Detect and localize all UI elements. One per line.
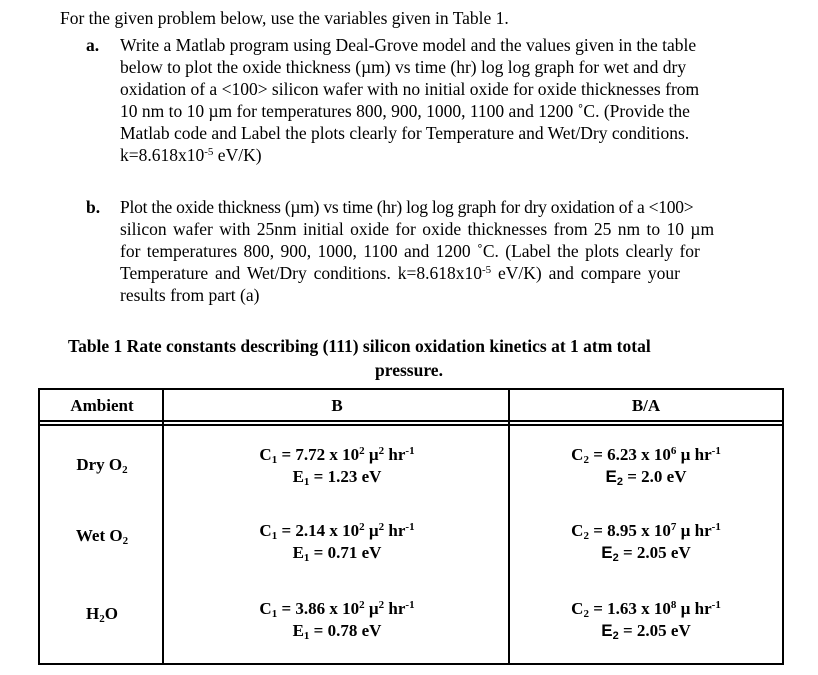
b-value: $C_1 = 2.14$ x $10^2$ µ$^2$ $hr^{-1}$ bbox=[259, 521, 415, 542]
part-b-line bbox=[120, 262, 786, 284]
header-divider bbox=[40, 424, 782, 426]
b-over-a-activation-energy: $E_2 = 2.05$ eV bbox=[601, 543, 691, 564]
b-value: $C_1 = 7.72$ x $10^2$ µ$^2$ $hr^{-1}$ bbox=[259, 445, 415, 466]
question-part-b bbox=[86, 196, 786, 306]
header-divider bbox=[40, 420, 782, 422]
intro-text: For the given problem below, use the variables given in Table 1. bbox=[60, 8, 509, 28]
ambient-cell: $H_2O$ bbox=[86, 604, 118, 625]
header-ambient: Ambient bbox=[70, 396, 134, 415]
part-b-line: silicon wafer with 25nm initial oxide for oxide thicknesses from 25 nm to 10 µm bbox=[120, 219, 715, 239]
rate-constants-table bbox=[38, 388, 784, 665]
ambient-cell: Dry $O_2$ bbox=[76, 455, 128, 476]
b-over-a-value: $C_2 = 1.63$ x $10^8$ µ $hr^{-1}$ bbox=[571, 599, 721, 620]
ambient-cell: Wet $O_2$ bbox=[75, 526, 129, 547]
header-b-over-a: B/A bbox=[631, 396, 661, 415]
part-a-line bbox=[120, 144, 786, 166]
part-b-body bbox=[120, 196, 786, 306]
part-a-letter: a. bbox=[86, 35, 100, 55]
part-a-line: Write a Matlab program using Deal-Grove model and the values given in the table bbox=[120, 35, 697, 55]
boltzmann-constant: k=8.618x10 bbox=[120, 145, 205, 165]
b-over-a-activation-energy: $E_2 = 2.0$ eV bbox=[605, 467, 687, 488]
exponent: -5 bbox=[481, 264, 492, 276]
b-over-a-value: $C_2 = 6.23$ x $10^6$ µ $hr^{-1}$ bbox=[571, 445, 721, 466]
part-a-line: Matlab code and Label the plots clearly for Temperature and Wet/Dry conditions. bbox=[120, 123, 690, 143]
b-activation-energy: $E_1 = 0.78$ eV bbox=[292, 621, 382, 642]
b-value: $C_1 = 3.86$ x $10^2$ µ$^2$ $hr^{-1}$ bbox=[259, 599, 415, 620]
part-a-line: oxidation of a <100> silicon wafer with no initial oxide for oxide thicknesses from bbox=[120, 79, 700, 99]
question-part-a bbox=[86, 34, 786, 166]
unit: eV/K) and compare your bbox=[491, 263, 680, 283]
b-activation-energy: $E_1 = 0.71$ eV bbox=[292, 543, 382, 564]
part-b-line: results from part (a) bbox=[120, 285, 260, 305]
table-caption-continued: pressure. bbox=[375, 360, 443, 380]
part-b-line: Plot the oxide thickness (µm) vs time (hr) log log graph for dry oxidation of a <100> bbox=[120, 197, 694, 217]
part-a-line: below to plot the oxide thickness (µm) vs time (hr) log log graph for wet and dry bbox=[120, 57, 687, 77]
part-b-line: for temperatures 800, 900, 1000, 1100 and 1200 ˚C. (Label the plots clearly for bbox=[120, 241, 700, 261]
part-b-letter: b. bbox=[86, 197, 101, 217]
b-activation-energy: $E_1 = 1.23$ eV bbox=[292, 467, 382, 488]
part-a-line: 10 nm to 10 µm for temperatures 800, 900, 1000, 1100 and 1200 ˚C. (Provide the bbox=[120, 101, 690, 121]
unit: eV/K) bbox=[213, 145, 262, 165]
b-over-a-activation-energy: $E_2 = 2.05$ eV bbox=[601, 621, 691, 642]
header-b: B bbox=[331, 396, 343, 415]
exponent: -5 bbox=[204, 146, 214, 158]
b-over-a-value: $C_2 = 8.95$ x $10^7$ µ $hr^{-1}$ bbox=[571, 521, 721, 542]
table-caption: Table 1 Rate constants describing (111) silicon oxidation kinetics at 1 atm total bbox=[68, 336, 651, 356]
part-a-body bbox=[120, 34, 786, 166]
boltzmann-constant: Temperature and Wet/Dry conditions. k=8.618x10 bbox=[120, 263, 482, 283]
